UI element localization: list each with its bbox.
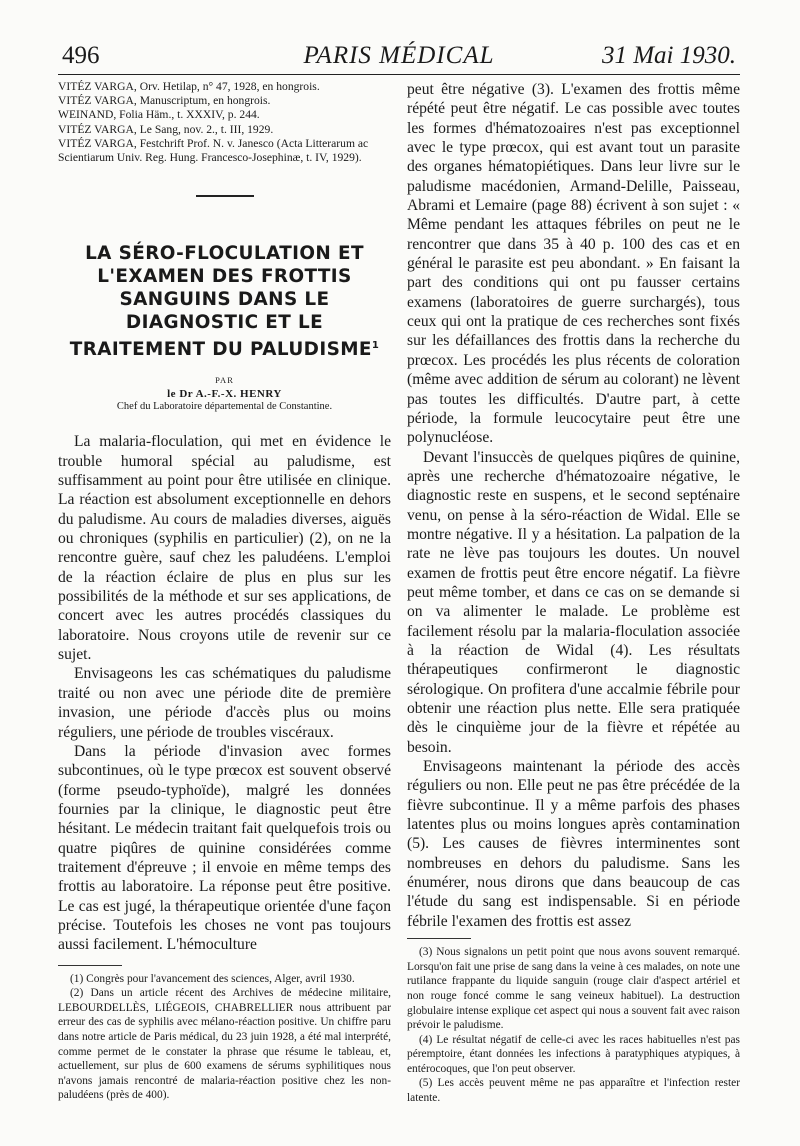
author-affiliation: Chef du Laboratoire départemental de Constantine.: [116, 401, 333, 413]
title-line: LA SÉRO-FLOCULATION ET: [85, 243, 364, 265]
reference-item: VITÉZ VARGA, Le Sang, nov. 2., t. III, 1929.: [58, 122, 274, 136]
title-line: DIAGNOSTIC ET LE: [125, 312, 324, 334]
footnotes-right: [407, 945, 740, 1106]
footnotes-left: [58, 972, 391, 1103]
left-column: [58, 80, 391, 1103]
footnote: (4) Le résultat négatif de celle-ci avec les races habituelles n'est pas péremptoire, étant données les infections à paratyphiques atypiques, à entérocoques, que l'on peut observer.: [407, 1033, 740, 1075]
footnote: (5) Les accès peuvent même ne pas apparaître et l'infection rester latente.: [407, 1077, 740, 1105]
body-text-right: [407, 80, 740, 931]
paragraph: Envisageons maintenant la période des accès réguliers ou non. Elle peut ne pas être précédée de la fièvre subcontinue. Il y a même parfois des phases latentes plus ou moins longues après contamination (5). Les causes de fièvres interminentes sont nombreuses en dehors du paludisme. Sans les énumérer, nous dirons que dans beaucoup de cas l'étude du sang est indispensable. Si en période fébrile l'examen des frottis est assez: [407, 758, 740, 930]
footnote-divider: [407, 938, 471, 939]
paragraph: La malaria-floculation, qui met en évidence le trouble humoral spécial au paludisme, est suffisamment au point pour être utilisée en clinique. La réaction est absolument exceptionnelle en dehors du paludisme. Au cours de maladies diverses, aiguës ou chroniques (syphilis en particulier) (2), on ne la rencontre guère, sauf chez les paludéens. L'emploi de la réaction éclaire de plus en plus sur les possibilités de la méthode et sur ses applications, de concert avec les autres procédés classiques du laboratoire. Nous croyons utile de revenir sur ce sujet.: [58, 433, 391, 664]
title-line: TRAITEMENT DU PALUDISME: [69, 339, 372, 361]
title-line: SANGUINS DANS LE: [119, 289, 330, 311]
journal-title: PARIS MÉDICAL: [303, 42, 495, 69]
section-divider: [196, 195, 254, 197]
paragraph: Devant l'insuccès de quelques piqûres de quinine, après une recherche d'hématozoaire négative, le diagnostic reste en suspens, et le second septénaire venu, on pense à la séro-réaction de Widal. Elle se montre négative. Il y a hésitation. La palpation de la rate ne lève pas toujours les doutes. Un nouvel examen de frottis peut être encore négatif. La fièvre peut même tomber, et dans ce cas on se demande si on va alimenter le malade. Le problème est facilement résolu par la malaria-floculation associée à la réaction de Widal (4). Les résultats thérapeutiques confirmeront le diagnostic sérologique. On profitera d'une accalmie fébrile pour obtenir une réaction plus nette. Elle sera pratiquée dès le cinquième jour de la fièvre et répétée au besoin.: [407, 448, 740, 756]
title-line-last: [56, 334, 393, 361]
footnote: (2) Dans un article récent des Archives de médecine militaire, LEBOURDELLÈS, LIÉGEOIS, CHABRELLIER nous attribuent par erreur des cas de syphilis avec mélano-réaction positive. Un chiffre paru dans notre article de Paris médical, du 23 juin 1928, a été mal interprété, comme permet de le constater la phrase que résume le tableau, et, actuellement, sur plus de 600 examens de sérums syphilitiques nous n'avons jamais rencontré de malaria-réaction positive chez les non-paludéens (près de 400).: [58, 987, 391, 1102]
author-name: le Dr A.-F.-X. HENRY: [167, 388, 282, 401]
reference-item: WEINAND, Folia Häm., t. XXXIV, p. 244.: [58, 108, 260, 122]
page-number: 496: [62, 42, 100, 69]
reference-item: VITÉZ VARGA, Manuscriptum, en hongrois.: [58, 94, 271, 108]
right-column: [407, 80, 740, 1106]
paragraph: peut être négative (3). L'examen des frottis même répété peut être négatif. Le cas possible avec toutes les formes d'hématozoaires n'est pas exceptionnel avec le type prœcox, qui est avant tout un parasite des organes hématopiétiques. Dans leur livre sur le paludisme macédonien, Armand-Delille, Paisseau, Abrami et Lemaire (page 88) écrivent à son sujet : « Même pendant les attaques fébriles on peut ne le rencontrer que dans 35 à 40 p. 100 des cas et en général le parasite est peu abondant. » En faisant la part des conditions qui ont pu fausser certains examens (laboratoires de guerre surchargés), tous ceux qui ont la pratique de ces recherches sont fixés sur les défaillances des frottis dans la recherche du prœcox. Les procédés les plus récents de coloration (même avec addition de sérum au colorant) ne lèvent pas toutes les difficultés. D'autre part, à cette période, la formule leucocytaire peut être une polynucléose.: [407, 81, 740, 447]
title-line: L'EXAMEN DES FROTTIS: [97, 266, 352, 288]
footnote: (3) Nous signalons un petit point que nous avons souvent remarqué. Lorsqu'on fait une prise de sang dans la veine à ces malades, on note une rutilance frappante du liquide sanguin (rouge clair d'aspect artériel et non rouge foncé comme le sang veineux habituel). La destruction globulaire intense explique cet aspect qui nous a souvent fait avec raison prévoir le paludisme.: [407, 946, 740, 1032]
footnote: (1) Congrès pour l'avancement des sciences, Alger, avril 1930.: [70, 972, 355, 985]
reference-item: VITÉZ VARGA, Festchrift Prof. N. v. Janesco (Acta Litterarum ac Scientiarum Univ. Reg. Hung. Francesco-Josephinæ, t. IV, 1929).: [58, 136, 369, 165]
paragraph: Envisageons les cas schématiques du paludisme traité ou non avec une période dite de première invasion, une période d'accès plus ou moins réguliers, une période de troubles viscéraux.: [58, 665, 391, 741]
running-header: [58, 38, 740, 75]
footnote-divider: [58, 965, 122, 966]
article-title: [56, 242, 393, 361]
byline-par: PAR: [215, 375, 234, 386]
reference-item: VITÉZ VARGA, Orv. Hetilap, n° 47, 1928, en hongrois.: [58, 80, 320, 93]
body-text-left: [58, 432, 391, 954]
issue-date: 31 Mai 1930.: [601, 42, 736, 69]
title-footnote-mark: 1: [371, 340, 380, 352]
paragraph: Dans la période d'invasion avec formes subcontinues, où le type prœcox est souvent observé (forme pseudo-typhoïde), malgré les données fournies par la clinique, le diagnostic peut être hésitant. Le médecin traitant fait quelquefois trois ou quatre piqûres de quinine considérées comme traitement d'épreuve ; il envoie en même temps des frottis au laboratoire. La réponse peut être positive. Le cas est jugé, la thérapeutique orientée d'une façon précise. Toutefois les choses ne vont pas toujours aussi facilement. L'hémoculture: [58, 742, 391, 954]
reference-list: [58, 80, 391, 165]
